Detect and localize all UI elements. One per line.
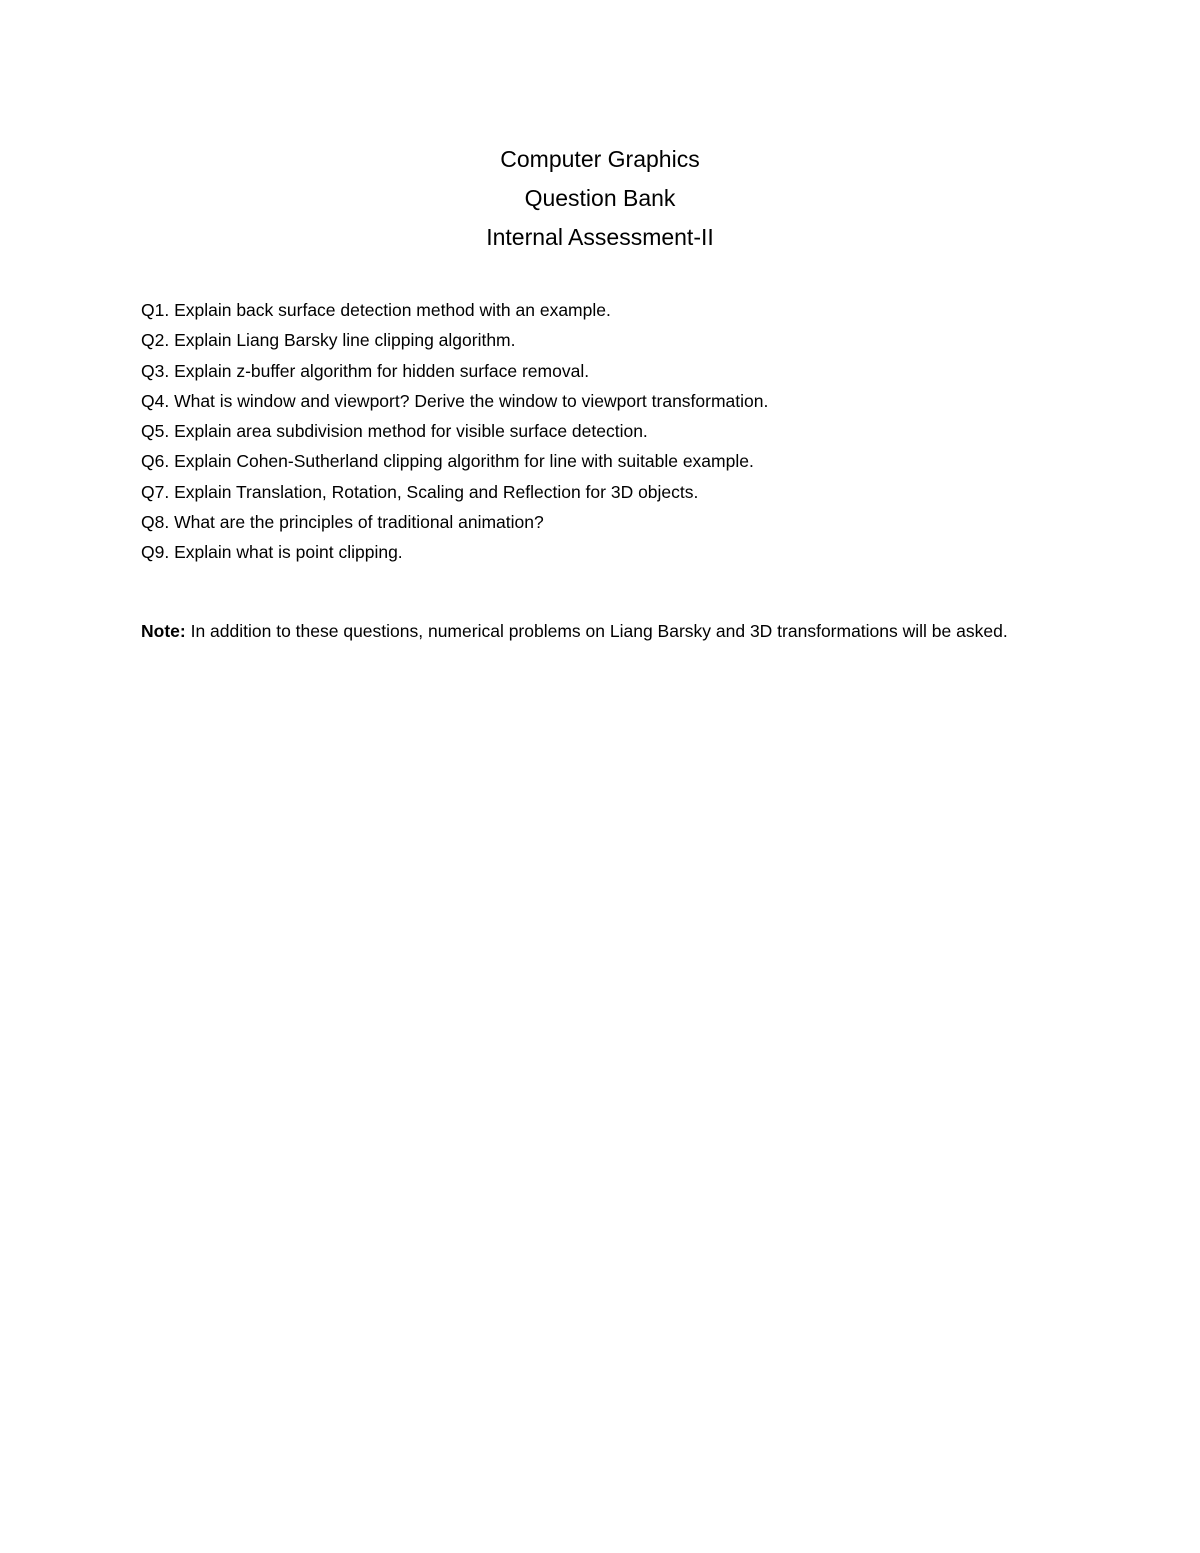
- question-item-4: Q4. What is window and viewport? Derive the window to viewport transformation.: [141, 390, 769, 411]
- question-item-6: Q6. Explain Cohen-Sutherland clipping algorithm for line with suitable example.: [141, 451, 754, 472]
- question-item-5: Q5. Explain area subdivision method for visible surface detection.: [141, 421, 648, 442]
- document-header: [0, 140, 1200, 257]
- question-item-8: Q8. What are the principles of traditional animation?: [141, 512, 544, 533]
- note-paragraph: [141, 616, 1076, 647]
- note-label: Note:: [141, 620, 186, 641]
- document-subtitle: Question Bank: [524, 185, 676, 211]
- note-text: In addition to these questions, numerical problems on Liang Barsky and 3D transformations will be asked.: [185, 620, 1008, 641]
- question-list: [141, 295, 1091, 568]
- question-item-3: Q3. Explain z-buffer algorithm for hidden surface removal.: [141, 360, 590, 381]
- question-item-7: Q7. Explain Translation, Rotation, Scaling and Reflection for 3D objects.: [141, 481, 699, 502]
- question-item-2: Q2. Explain Liang Barsky line clipping algorithm.: [141, 330, 516, 351]
- assessment-title: Internal Assessment-II: [486, 224, 714, 250]
- question-item-9: Q9. Explain what is point clipping.: [141, 542, 403, 563]
- question-item-1: Q1. Explain back surface detection method with an example.: [141, 300, 611, 320]
- document-title: Computer Graphics: [500, 146, 700, 172]
